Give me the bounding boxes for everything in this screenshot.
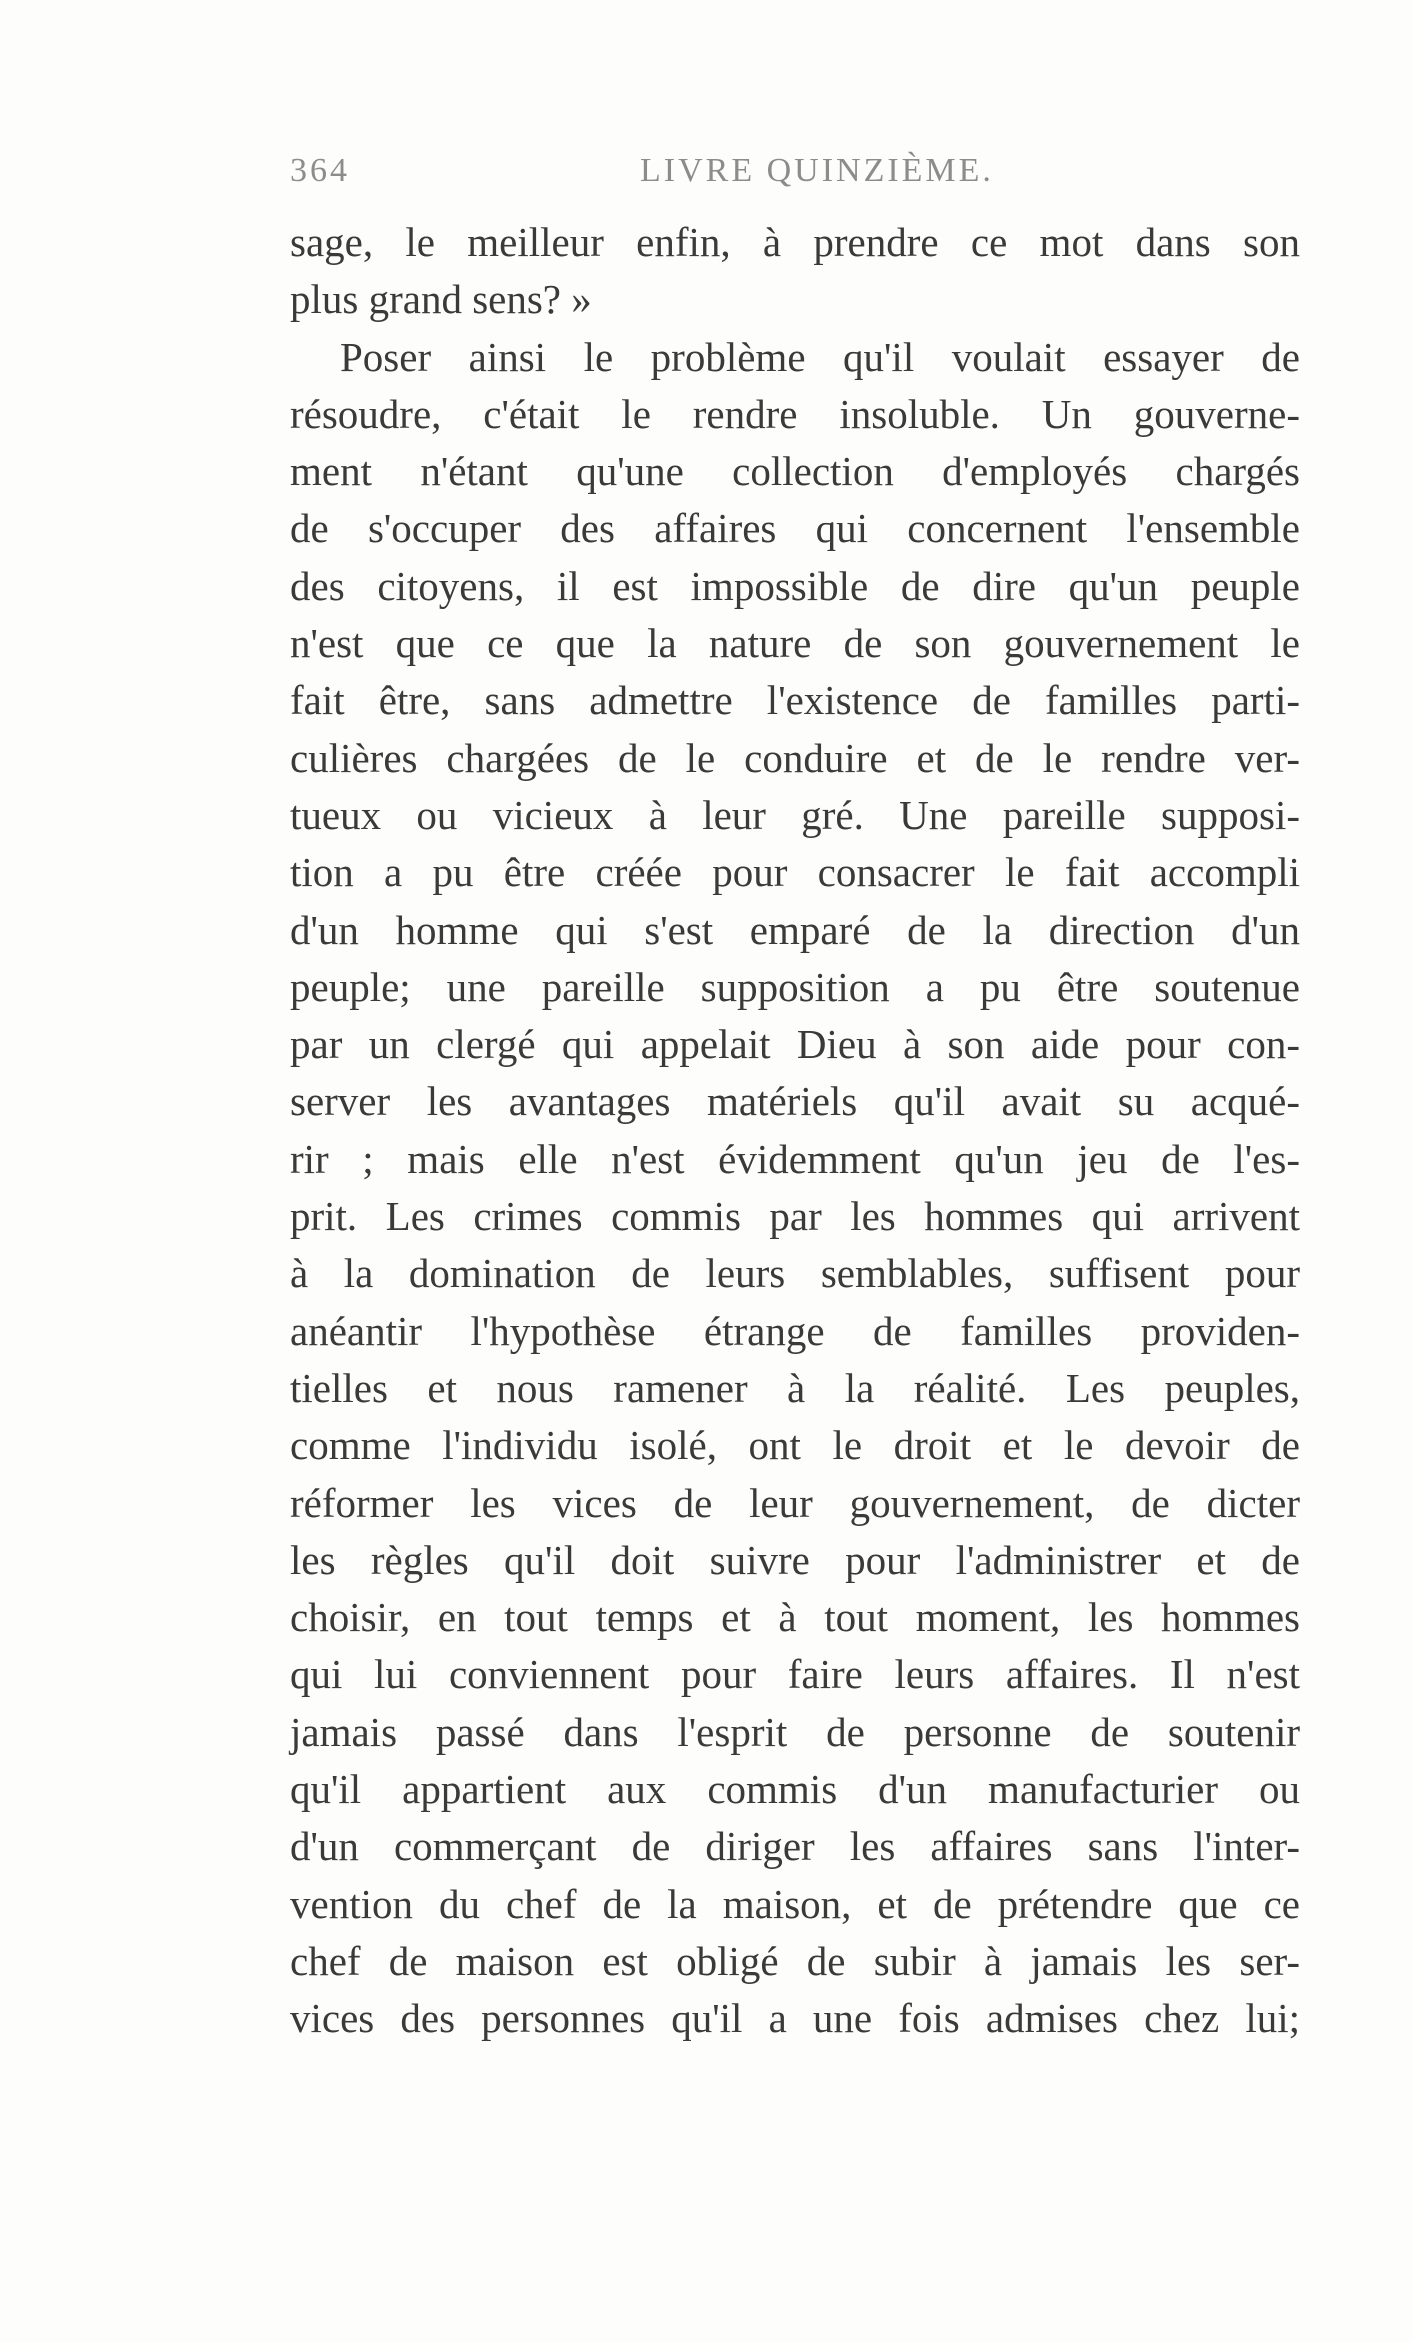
text-line: d'un homme qui s'est emparé de la direction d'un bbox=[290, 906, 1300, 953]
text-line: des citoyens, il est impossible de dire qu'un peuple bbox=[290, 562, 1300, 609]
text-line: server les avantages matériels qu'il avait su acqué- bbox=[290, 1078, 1300, 1125]
text-line: n'est que ce que la nature de son gouvernement le bbox=[290, 620, 1300, 667]
text-line: anéantir l'hypothèse étrange de familles providen- bbox=[290, 1307, 1300, 1354]
text-line: plus grand sens? » bbox=[290, 276, 592, 323]
text-line: réformer les vices de leur gouvernement, de dicter bbox=[290, 1479, 1300, 1526]
text-line: tielles et nous ramener à la réalité. Les peuples, bbox=[290, 1364, 1300, 1411]
text-line: d'un commerçant de diriger les affaires sans l'inter- bbox=[290, 1823, 1300, 1870]
text-line: à la domination de leurs semblables, suffisent pour bbox=[290, 1250, 1300, 1297]
text-line: sage, le meilleur enfin, à prendre ce mot dans son bbox=[290, 219, 1300, 265]
text-line: de s'occuper des affaires qui concernent l'ensemble bbox=[290, 505, 1300, 552]
text-line: ment n'étant qu'une collection d'employés chargés bbox=[290, 448, 1300, 495]
text-line: vices des personnes qu'il a une fois admises chez lui; bbox=[290, 1995, 1300, 2042]
text-line: les règles qu'il doit suivre pour l'administrer et de bbox=[290, 1536, 1300, 1583]
text-line: qu'il appartient aux commis d'un manufacturier ou bbox=[290, 1766, 1300, 1813]
text-line: prit. Les crimes commis par les hommes qui arrivent bbox=[290, 1193, 1300, 1240]
text-line: vention du chef de la maison, et de prétendre que ce bbox=[290, 1880, 1300, 1927]
running-title: LIVRE QUINZIÈME. bbox=[640, 152, 994, 189]
text-line: fait être, sans admettre l'existence de familles parti- bbox=[290, 677, 1300, 724]
text-line: comme l'individu isolé, ont le droit et le devoir de bbox=[290, 1422, 1300, 1469]
text-line: peuple; une pareille supposition a pu être soutenue bbox=[290, 963, 1300, 1010]
text-line: tueux ou vicieux à leur gré. Une pareille supposi- bbox=[290, 791, 1300, 838]
text-line: jamais passé dans l'esprit de personne de soutenir bbox=[290, 1708, 1300, 1755]
text-line: chef de maison est obligé de subir à jamais les ser- bbox=[290, 1937, 1300, 1984]
text-line: par un clergé qui appelait Dieu à son aide pour con- bbox=[290, 1021, 1300, 1068]
text-line: culières chargées de le conduire et de le rendre ver- bbox=[290, 734, 1300, 781]
text-line: tion a pu être créée pour consacrer le fait accompli bbox=[290, 849, 1300, 896]
body-text bbox=[290, 214, 1300, 2048]
running-head bbox=[290, 152, 1300, 196]
page-number: 364 bbox=[290, 152, 350, 189]
text-line: qui lui conviennent pour faire leurs affaires. Il n'est bbox=[290, 1651, 1300, 1698]
text-line: résoudre, c'était le rendre insoluble. Un gouverne- bbox=[290, 390, 1300, 437]
text-line: rir ; mais elle n'est évidemment qu'un jeu de l'es- bbox=[290, 1135, 1300, 1182]
text-line: choisir, en tout temps et à tout moment, les hommes bbox=[290, 1594, 1300, 1641]
text-line: Poser ainsi le problème qu'il voulait essayer de bbox=[340, 333, 1300, 380]
